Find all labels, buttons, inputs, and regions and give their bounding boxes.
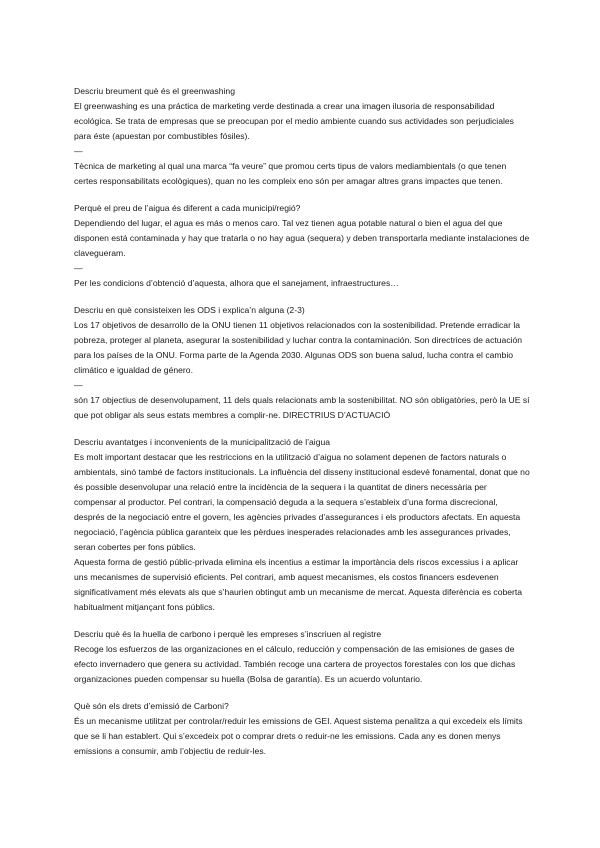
answer-paragraph: Per les condicions d’obtenció d’aquesta, alhora que el sanejament, infraestructures… — [74, 278, 399, 288]
question-heading: Descriu breument què és el greenwashing — [74, 86, 235, 96]
document-page — [74, 84, 530, 759]
answer-paragraph: Aquesta forma de gestió públic-privada elimina els incentius a estimar la importància dels riscos excessius i a aplicar uns mecanismes de supervisió eficients. Pel contrari, amb aquest mecanismes, els costos financers esdevenen significativament més elevats als que s’haurien obtingut amb un mecanisme de mercat. Aquesta diferència es coberta habitualment mitjançant fons públics. — [74, 557, 523, 612]
question-heading: Descriu avantatges i inconvenients de la municipalització de l’aigua — [74, 437, 331, 447]
question-heading: Descriu en què consisteixen les ODS i explica’n alguna (2-3) — [74, 305, 305, 315]
separator-dash: — — [74, 380, 83, 390]
separator-dash: — — [74, 146, 83, 156]
answer-paragraph: És un mecanisme utilitzat per controlar/reduir les emissions de GEI. Aquest sistema penalitza a qui excedeix els límits que se li han establert. Qui s’excedeix pot o comprar drets o reduir-ne les emissions. Cada any es donen menys emissions a consumir, amb l’objectiu de reduir-les. — [74, 716, 523, 756]
question-heading: Què són els drets d’emissió de Carboni? — [74, 701, 229, 711]
question-heading: Perquè el preu de l’aigua és diferent a cada municipi/regió? — [74, 203, 301, 213]
answer-paragraph: Tècnica de marketing al qual una marca “fa veure” que promou certs tipus de valors mediambientals (o que tenen certes responsabilitats ecològiques), quan no les compleix eno són per amagar altres grans impactes que tenen. — [74, 161, 507, 186]
answer-paragraph: són 17 objectius de desenvolupament, 11 dels quals relacionats amb la sostenibilitat. NO són obligatòries, però la UE sí que pot obligar als seus estats membres a complir-ne. DIRECTRIUS D’ACTUACIÓ — [74, 395, 530, 420]
separator-dash: — — [74, 263, 83, 273]
answer-paragraph: Los 17 objetivos de desarrollo de la ONU tienen 11 objetivos relacionados con la sostenibilidad. Pretende erradicar la pobreza, proteger al planeta, asegurar la sostenibilidad y luchar contra la contaminación. Son directrices de actuación para los países de la ONU. Forma parte de la Agenda 2030. Algunas ODS son buena salud, lucha contra el cambio climático e igualdad de género. — [74, 320, 523, 375]
answer-paragraph: El greenwashing es una práctica de marketing verde destinada a crear una imagen ilusoria de responsabilidad ecológica. Se trata de empresas que se preocupan por el medio ambiente cuando sus actividades son perjudiciales para éste (apuestan por combustibles fósiles). — [74, 101, 514, 141]
answer-paragraph: Es molt important destacar que les restriccions en la utilització d’aigua no solament depenen de factors naturals o ambientals, sinó també de factors institucionals. La influència del disseny institucional esdevé fonamental, donat que no és possible desenvolupar una relació entre la incidència de la sequera i la quantitat de diners necessària per compensar al productor. Pel contrari, la compensació deguda a la sequera s’estableix d’una forma discrecional, després de la negociació entre el govern, les agències privades d’assegurances i els productors afectats. En aquesta negociació, l’agència pública garanteix que les pèrdues inesperades relacionades amb les assegurances privades, seran cobertes per fons públics. — [74, 452, 530, 552]
answer-paragraph: Recoge los esfuerzos de las organizaciones en el cálculo, reducción y compensación de las emisiones de gases de efecto invernadero que genera su actividad. También recoge una cartera de proyectos forestales con los que dichas organizaciones pueden compensar su huella (Bolsa de garantía). Es un acuerdo voluntario. — [74, 644, 516, 684]
question-heading: Descriu què és la huella de carbono i perquè les empreses s’inscriuen al registre — [74, 629, 382, 639]
answer-paragraph: Dependiendo del lugar, el agua es más o menos caro. Tal vez tienen agua potable natural o bien el agua del que disponen está contaminada y hay que tratarla o no hay agua (sequera) y deben transportarla mediante instalaciones de clavegueram. — [74, 218, 530, 258]
